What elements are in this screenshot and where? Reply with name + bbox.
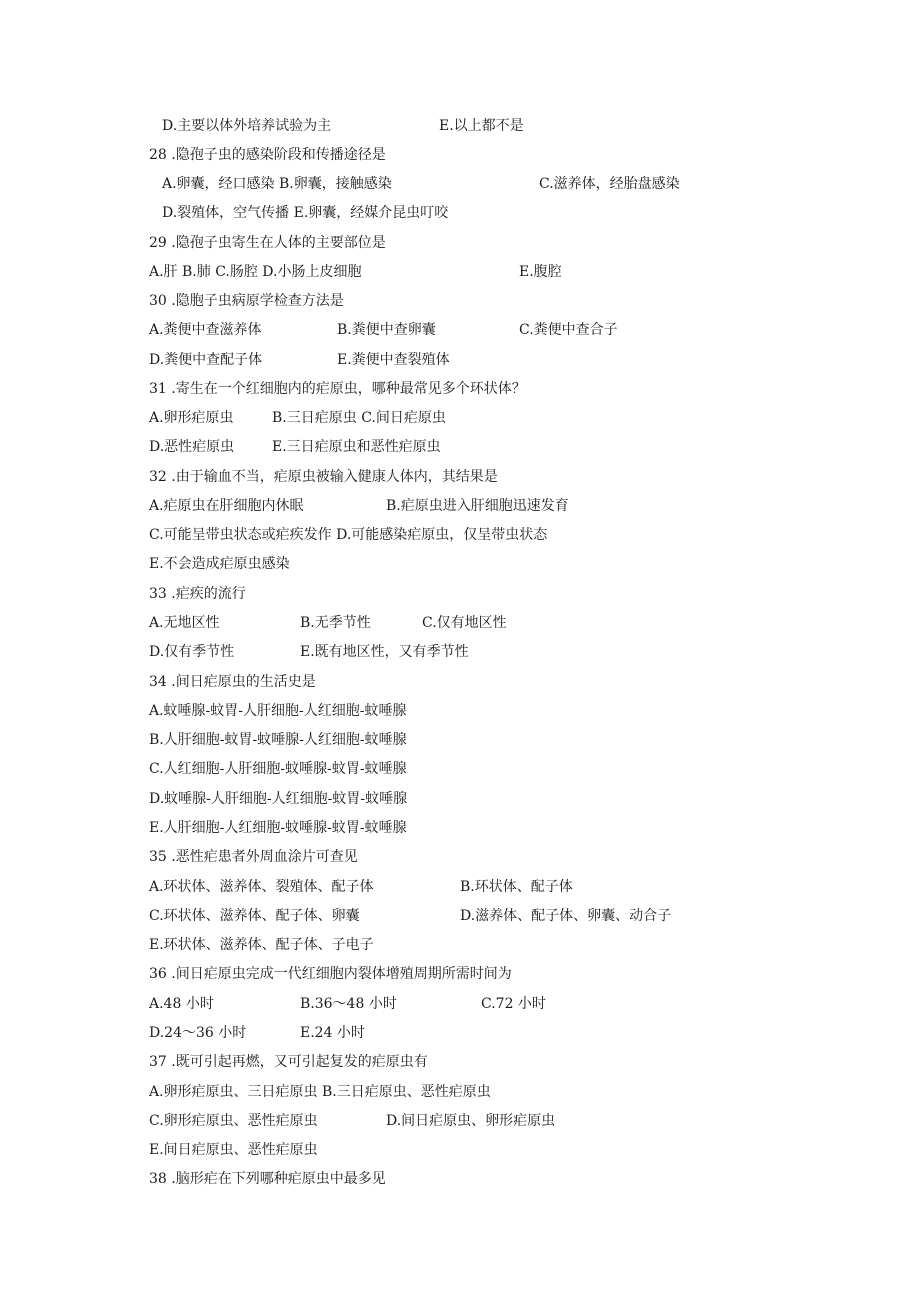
option-text: E.间日疟原虫、恶性疟原虫 [149,1142,318,1158]
option-text: B.36～48 小时 [300,996,397,1012]
option-text: D.裂殖体，空气传播 E.卵囊，经媒介昆虫叮咬 [162,205,449,221]
option-text: C.滋养体，经胎盘感染 [539,176,680,192]
option-line [0,1022,920,1044]
option-text: D.恶性疟原虫 [149,439,235,455]
question-stem: 32 .由于输血不当，疟原虫被输入健康人体内，其结果是 [149,469,498,485]
option-text: C.环状体、滋养体、配子体、卵囊 [149,908,360,924]
question-line [0,671,920,693]
option-text: E.既有地区性，又有季节性 [300,644,469,660]
option-text: B.三日疟原虫 C.间日疟原虫 [272,410,446,426]
option-text: D.蚊唾腺-人肝细胞-人红细胞-蚊胃-蚊唾腺 [149,791,408,807]
question-line [0,466,920,488]
question-stem: 30 .隐胞子虫病原学检查方法是 [149,293,344,309]
question-line [0,290,920,312]
option-text: C.可能呈带虫状态或疟疾发作 D.可能感染疟原虫，仅呈带虫状态 [149,527,548,543]
option-text: D.仅有季节性 [149,644,235,660]
question-stem: 37 .既可引起再燃，又可引起复发的疟原虫有 [149,1054,428,1070]
option-line [0,1110,920,1132]
question-line [0,232,920,254]
option-text: C.72 小时 [481,996,546,1012]
question-stem: 35 .恶性疟患者外周血涂片可查见 [149,849,358,865]
option-text: C.粪便中查合子 [519,322,618,338]
option-text: A.环状体、滋养体、裂殖体、配子体 [149,879,374,895]
question-stem: 36 .间日疟原虫完成一代红细胞内裂体增殖周期所需时间为 [149,966,512,982]
option-line [0,1139,920,1161]
option-line [0,758,920,780]
option-text: E.不会造成疟原虫感染 [149,556,290,572]
option-text: E.三日疟原虫和恶性疟原虫 [272,439,441,455]
option-text: A.蚊唾腺-蚊胃-人肝细胞-人红细胞-蚊唾腺 [149,703,407,719]
option-line [0,436,920,458]
option-line [0,261,920,283]
option-line [0,641,920,663]
option-text: A.48 小时 [149,996,214,1012]
option-line [0,553,920,575]
option-line [0,817,920,839]
option-line [0,495,920,517]
option-line [0,788,920,810]
question-stem: 31 .寄生在一个红细胞内的疟原虫，哪种最常见多个环状体？ [149,381,526,397]
option-line [0,876,920,898]
option-line [0,319,920,341]
option-text: B.粪便中查卵囊 [337,322,436,338]
question-line [0,1051,920,1073]
question-stem: 38 .脑形疟在下列哪种疟原虫中最多见 [149,1171,386,1187]
option-line [0,349,920,371]
option-text: D.滋养体、配子体、卵囊、动合子 [460,908,672,924]
option-text: B.环状体、配子体 [460,879,573,895]
option-text: E.腹腔 [519,264,562,280]
option-text: D.间日疟原虫、卵形疟原虫 [386,1113,556,1129]
option-text: A.粪便中查滋养体 [149,322,262,338]
question-stem: 34 .间日疟原虫的生活史是 [149,674,316,690]
option-text: B.疟原虫进入肝细胞迅速发育 [386,498,569,514]
question-line [0,144,920,166]
question-stem: 29 .隐孢子虫寄生在人体的主要部位是 [149,235,386,251]
option-text: A.无地区性 [149,615,220,631]
option-text: E.环状体、滋养体、配子体、子电子 [149,937,374,953]
option-line [0,173,920,195]
option-line [0,1081,920,1103]
question-line [0,846,920,868]
text-segment: D.主要以体外培养试验为主 [162,118,332,134]
option-line [0,202,920,224]
option-line [0,700,920,722]
question-line [0,378,920,400]
question-line [0,963,920,985]
question-stem: 33 .疟疾的流行 [149,586,246,602]
option-line [0,729,920,751]
option-text: B.人肝细胞-蚊胃-蚊唾腺-人红细胞-蚊唾腺 [149,732,407,748]
option-line [0,993,920,1015]
option-text: E.人肝细胞-人红细胞-蚊唾腺-蚊胃-蚊唾腺 [149,820,407,836]
option-text: A.疟原虫在肝细胞内休眠 [149,498,304,514]
option-line [0,407,920,429]
text-line [0,115,920,137]
option-text: A.肝 B.肺 C.肠腔 D.小肠上皮细胞 [149,264,362,280]
option-line [0,934,920,956]
option-line [0,905,920,927]
option-text: E.24 小时 [300,1025,365,1041]
option-text: B.无季节性 [300,615,371,631]
option-text: D.粪便中查配子体 [149,352,263,368]
text-segment: E.以上都不是 [439,118,524,134]
question-line [0,583,920,605]
option-text: A.卵形疟原虫、三日疟原虫 B.三日疟原虫、恶性疟原虫 [149,1084,491,1100]
option-text: A.卵形疟原虫 [149,410,234,426]
option-text: A.卵囊，经口感染 B.卵囊，接触感染 [162,176,392,192]
option-text: C.人红细胞-人肝细胞-蚊唾腺-蚊胃-蚊唾腺 [149,761,407,777]
option-line [0,612,920,634]
option-line [0,524,920,546]
option-text: E.粪便中查裂殖体 [337,352,450,368]
question-line [0,1168,920,1190]
question-stem: 28 .隐孢子虫的感染阶段和传播途径是 [149,147,386,163]
option-text: C.仅有地区性 [422,615,507,631]
option-text: C.卵形疟原虫、恶性疟原虫 [149,1113,318,1129]
option-text: D.24～36 小时 [149,1025,247,1041]
